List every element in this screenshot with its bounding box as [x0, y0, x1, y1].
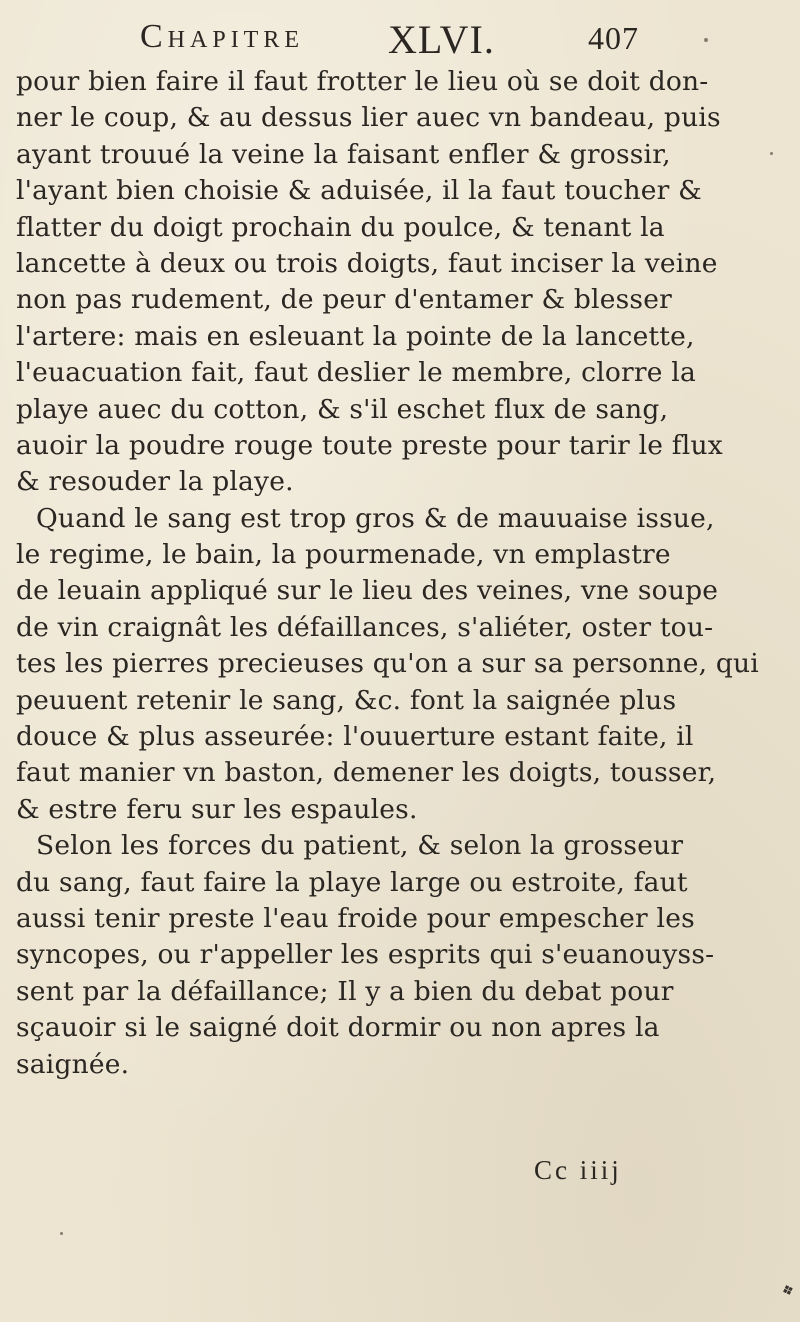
text-line: flatter du doigt prochain du poulce, & tenant la	[16, 211, 665, 243]
paragraph-start-line: Quand le sang est trop gros & de mauuaise issue,	[36, 502, 715, 534]
text-line: saignée.	[16, 1048, 130, 1080]
text-line: de leuain appliqué sur le lieu des veines, vne soupe	[16, 575, 719, 607]
text-line: tes les pierres precieuses qu'on a sur sa personne, qui	[16, 648, 759, 680]
text-line: syncopes, ou r'appeller les esprits qui s'euanouyss-	[16, 939, 715, 971]
paper-speck	[704, 38, 708, 42]
text-line: sçauoir si le saigné doit dormir ou non apres la	[16, 1012, 660, 1044]
text-line: non pas rudement, de peur d'entamer & blesser	[16, 284, 672, 316]
text-line: aussi tenir preste l'eau froide pour empescher les	[16, 902, 695, 934]
paper-speck	[60, 1232, 63, 1235]
chapter-number: XLVI.	[388, 17, 495, 62]
text-line: & estre feru sur les espaules.	[16, 793, 418, 825]
text-line: & resouder la playe.	[16, 466, 294, 498]
text-line: pour bien faire il faut frotter le lieu où se doit don-	[16, 66, 709, 97]
text-line: auoir la poudre rouge toute preste pour tarir le flux	[16, 429, 723, 461]
text-line: douce & plus asseurée: l'ouuerture estant faite, il	[16, 721, 694, 753]
chapter-heading: Chapitre	[140, 18, 305, 55]
text-line: ner le coup, & au dessus lier auec vn bandeau, puis	[16, 102, 721, 134]
running-header	[140, 17, 700, 62]
text-line: l'euacuation fait, faut deslier le membre, clorre la	[16, 357, 696, 389]
text-line: ayant trouué la veine la faisant enfler & grossir,	[16, 138, 671, 170]
page-body-text	[16, 64, 776, 1083]
text-line: du sang, faut faire la playe large ou estroite, faut	[16, 866, 688, 898]
text-line: playe auec du cotton, & s'il eschet flux de sang,	[16, 393, 669, 425]
page-number: 407	[588, 20, 639, 56]
text-line: le regime, le bain, la pourmenade, vn emplastre	[16, 539, 671, 571]
text-line: l'ayant bien choisie & aduisée, il la faut toucher &	[16, 175, 702, 207]
text-line: lancette à deux ou trois doigts, faut inciser la veine	[16, 247, 718, 279]
signature-mark: Cc iiij	[534, 1155, 622, 1185]
paper-speck	[770, 152, 773, 155]
text-line: faut manier vn baston, demener les doigts, tousser,	[16, 757, 717, 789]
text-line: de vin craignât les défaillances, s'aliéter, oster tou-	[16, 611, 714, 643]
text-line: l'artere: mais en esleuant la pointe de la lancette,	[16, 320, 695, 352]
text-line: peuuent retenir le sang, &c. font la saignée plus	[16, 684, 677, 716]
text-line: sent par la défaillance; Il y a bien du debat pour	[16, 975, 674, 1007]
paragraph-start-line: Selon les forces du patient, & selon la grosseur	[36, 830, 684, 862]
corner-mark-icon: ❖	[779, 1281, 797, 1301]
